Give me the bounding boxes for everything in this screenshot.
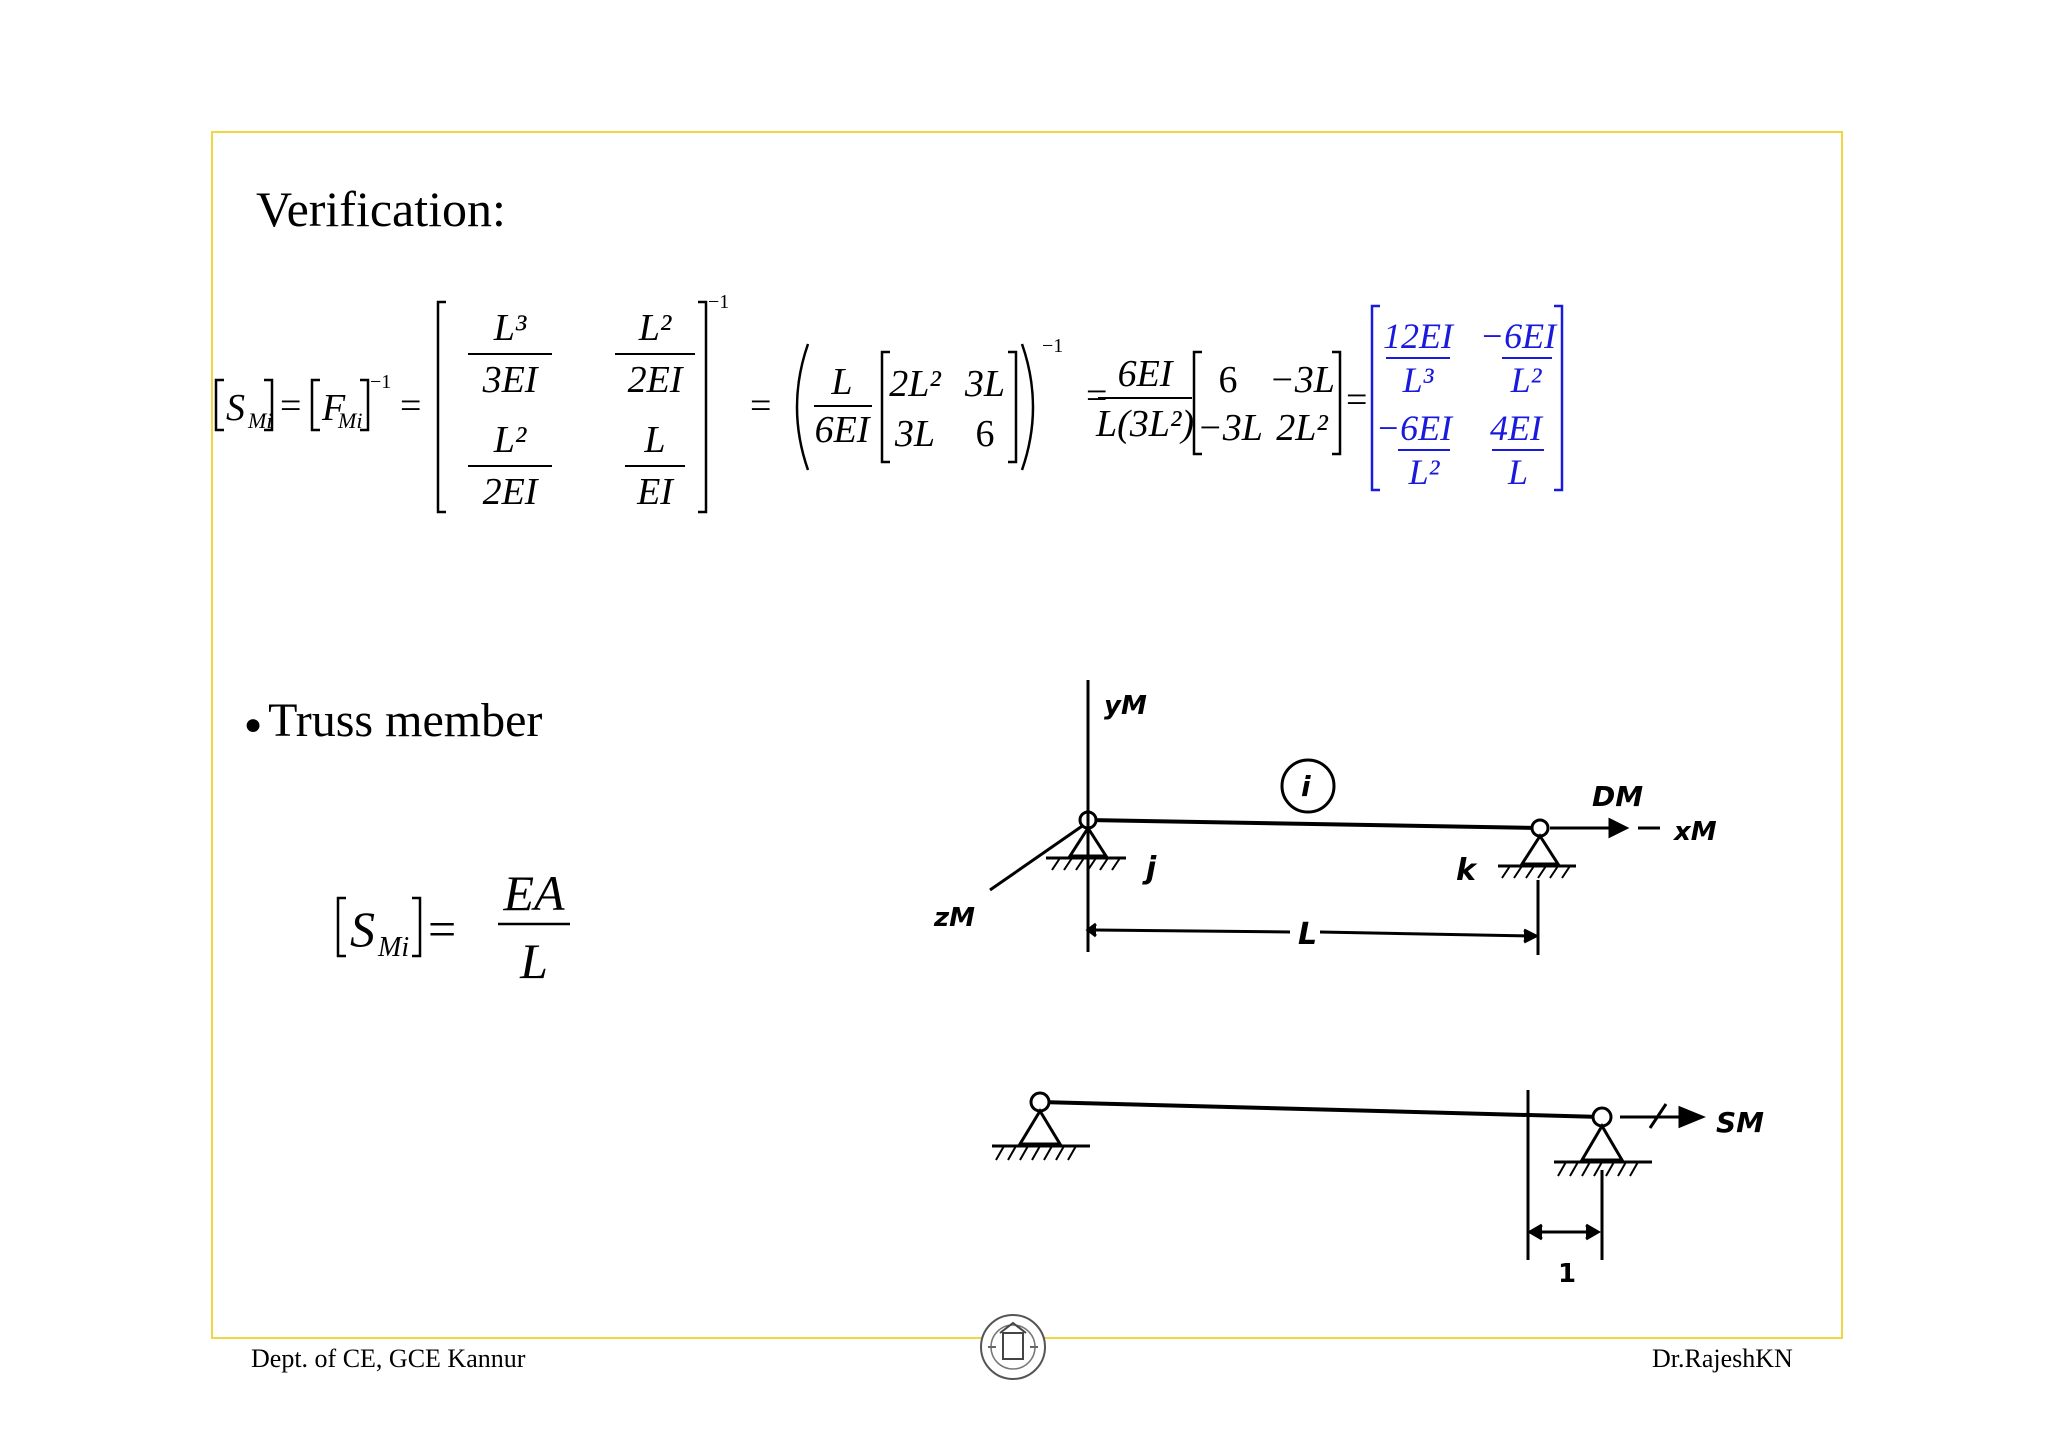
m2-r1c1: 2L² xyxy=(889,363,941,405)
svg-text:=: = xyxy=(428,901,457,957)
m1-r1c1-den: 3EI xyxy=(482,359,538,401)
y-axis-label: yM xyxy=(1104,691,1147,721)
unit-displacement-label: 1 xyxy=(1558,1259,1577,1289)
m1-r1c2-num: L² xyxy=(638,307,672,349)
res-r2c2-num: 4EI xyxy=(1490,408,1542,448)
truss-member-figure-bottom xyxy=(960,1080,1820,1320)
svg-text:=: = xyxy=(750,385,772,427)
truss-denominator: L xyxy=(520,933,548,989)
m1-r2c2-den: EI xyxy=(637,471,673,513)
f3-den: L(3L²) xyxy=(1096,403,1194,445)
res-r1c2-den: L² xyxy=(1510,360,1542,400)
res-r2c1-den: L² xyxy=(1408,452,1440,492)
m1-r1c1-num: L³ xyxy=(493,307,527,349)
truss-s-subscript: Mi xyxy=(378,932,410,963)
res-r1c1-num: 12EI xyxy=(1383,316,1453,356)
f-symbol: F xyxy=(322,387,346,429)
res-r1c2-num: −6EI xyxy=(1479,316,1557,356)
res-r1c1-den: L³ xyxy=(1402,360,1434,400)
s-symbol: S xyxy=(226,387,245,429)
f-subscript: Mi xyxy=(338,408,363,433)
inverse-exponent-1: −1 xyxy=(370,371,392,393)
m3-r2c2: 2L² xyxy=(1276,407,1328,449)
displacement-label: DM xyxy=(1592,780,1644,813)
bullet-text: Truss member xyxy=(268,694,543,747)
m1-r2c2-num: L xyxy=(644,419,666,461)
m1-r2c1-num: L² xyxy=(493,419,527,461)
slide-heading: Verification: xyxy=(256,181,506,237)
truss-member-figure-top xyxy=(920,680,1760,1000)
inverse-exponent-3: −1 xyxy=(1042,335,1064,357)
svg-text:=: = xyxy=(400,385,422,427)
node-k-label: k xyxy=(1456,853,1476,888)
force-label: SM xyxy=(1716,1106,1765,1139)
length-label: L xyxy=(1298,917,1318,952)
bullet-truss-member: ● Truss member xyxy=(244,694,543,747)
f3-num: 6EI xyxy=(1117,353,1173,395)
f2-num: L xyxy=(831,361,853,403)
svg-text:=: = xyxy=(280,385,302,427)
x-axis-label: xM xyxy=(1674,817,1717,847)
m2-r1c2: 3L xyxy=(964,363,1006,405)
inverse-exponent-2: −1 xyxy=(708,291,730,313)
svg-text:=: = xyxy=(1346,379,1368,421)
node-j-label: j xyxy=(1146,851,1157,886)
m2-r2c2: 6 xyxy=(975,413,995,455)
m1-r1c2-den: 2EI xyxy=(627,359,683,401)
member-label: i xyxy=(1301,770,1311,803)
svg-text:=: = xyxy=(1086,375,1108,417)
footer-department: Dept. of CE, GCE Kannur xyxy=(251,1344,526,1373)
college-logo-icon xyxy=(978,1311,1048,1383)
stiffness-verification-equation xyxy=(210,290,1790,520)
footer-author: Dr.RajeshKN xyxy=(1652,1344,1793,1373)
res-r2c1-num: −6EI xyxy=(1375,408,1453,448)
f2-den: 6EI xyxy=(814,409,870,451)
m3-r1c1: 6 xyxy=(1218,359,1238,401)
truss-stiffness-formula xyxy=(330,860,590,990)
truss-numerator: EA xyxy=(503,865,565,921)
truss-s-symbol: S xyxy=(350,901,375,957)
z-axis-label: zM xyxy=(934,903,976,933)
m3-r1c2: −3L xyxy=(1269,359,1335,401)
m2-r2c1: 3L xyxy=(894,413,936,455)
res-r2c2-den: L xyxy=(1507,452,1529,492)
s-subscript: Mi xyxy=(248,408,273,433)
m1-r2c1-den: 2EI xyxy=(482,471,538,513)
m3-r2c1: −3L xyxy=(1197,407,1263,449)
